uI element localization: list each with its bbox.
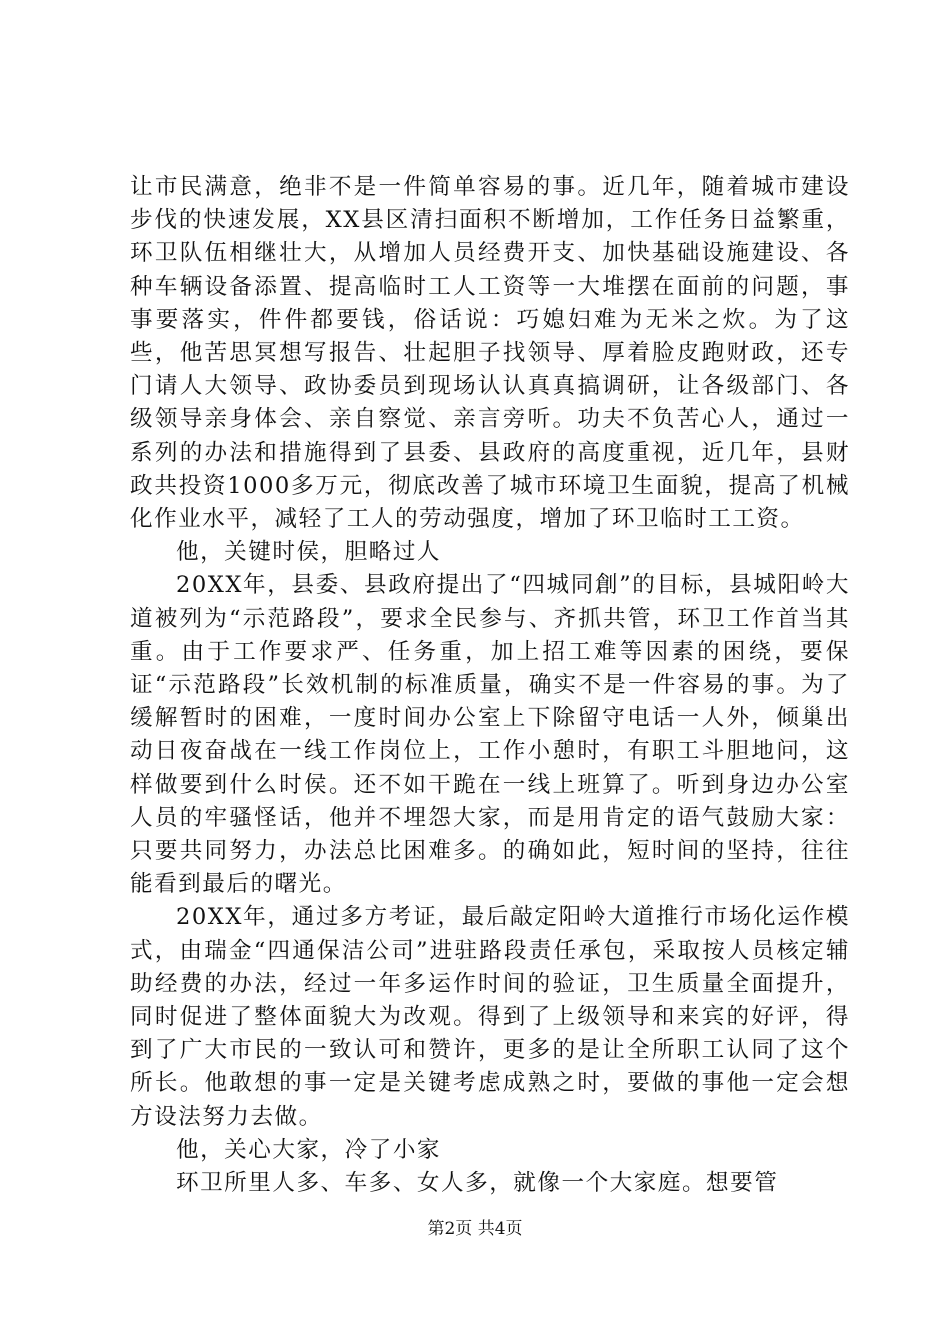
paragraph-4: 环卫所里人多、车多、女人多，就像一个大家庭。想要管 — [176, 1170, 779, 1197]
page-number: 第2页 共4页 — [427, 1219, 523, 1239]
section-heading-2: 他，关心大家，冷了小家 — [176, 1136, 442, 1163]
paragraph-3: 20XX年，通过多方考证，最后敲定阳岭大道推行市场化运作模式，由瑞金“四通保洁公司”进驻路段责任承包，采取按人员核定辅助经费的办法，经过一年多运作时间的验证，卫生质量全面提升，同时促进了整体面貌大为改观。得到了上级领导和来宾的好评，得到了广大市民的一致认可和赞许，更多的是让全所职工认同了这个所长。他敢想的事一定是关键考虑成熟之时，要做的事他一定会想方设法努力去做。 — [130, 904, 850, 1130]
body-text — [130, 171, 850, 1200]
section-heading-1: 他，关键时侯，胆略过人 — [176, 539, 442, 566]
page-footer — [0, 1218, 950, 1240]
paragraph-1: 让市民满意，绝非不是一件简单容易的事。近几年，随着城市建设步伐的快速发展，XX县区清扫面积不断增加，工作任务日益繁重，环卫队伍相继壮大，从增加人员经费开支、加快基础设施建设、各种车辆设备添置、提高临时工人工资等一大堆摆在面前的问题，事事要落实，件件都要钱，俗话说：巧媳妇难为无米之炊。为了这些，他苦思冥想写报告、壮起胆子找领导、厚着脸皮跑财政，还专门请人大领导、政协委员到现场认认真真搞调研，让各级部门、各级领导亲身体会、亲自察觉、亲言旁听。功夫不负苦心人，通过一系列的办法和措施得到了县委、县政府的高度重视，近几年，县财政共投资1000多万元，彻底改善了城市环境卫生面貌，提高了机械化作业水平，减轻了工人的劳动强度，增加了环卫临时工工资。 — [130, 174, 850, 533]
paragraph-2: 20XX年，县委、县政府提出了“四城同創”的目标，县城阳岭大道被列为“示范路段”，要求全民参与、齐抓共管，环卫工作首当其重。由于工作要求严、任务重，加上招工难等因素的困绕，要保证“示范路段”长效机制的标准质量，确实不是一件容易的事。为了缓解暂时的困难，一度时间办公室上下除留守电话一人外，倾巢出动日夜奋战在一线工作岗位上，工作小憩时，有职工斗胆地问，这样做要到什么时侯。还不如干跪在一线上班算了。听到身边办公室人员的牢骚怪话，他并不埋怨大家，而是用肯定的语气鼓励大家：只要共同努力，办法总比困难多。的确如此，短时间的坚持，往往能看到最后的曙光。 — [130, 572, 850, 898]
